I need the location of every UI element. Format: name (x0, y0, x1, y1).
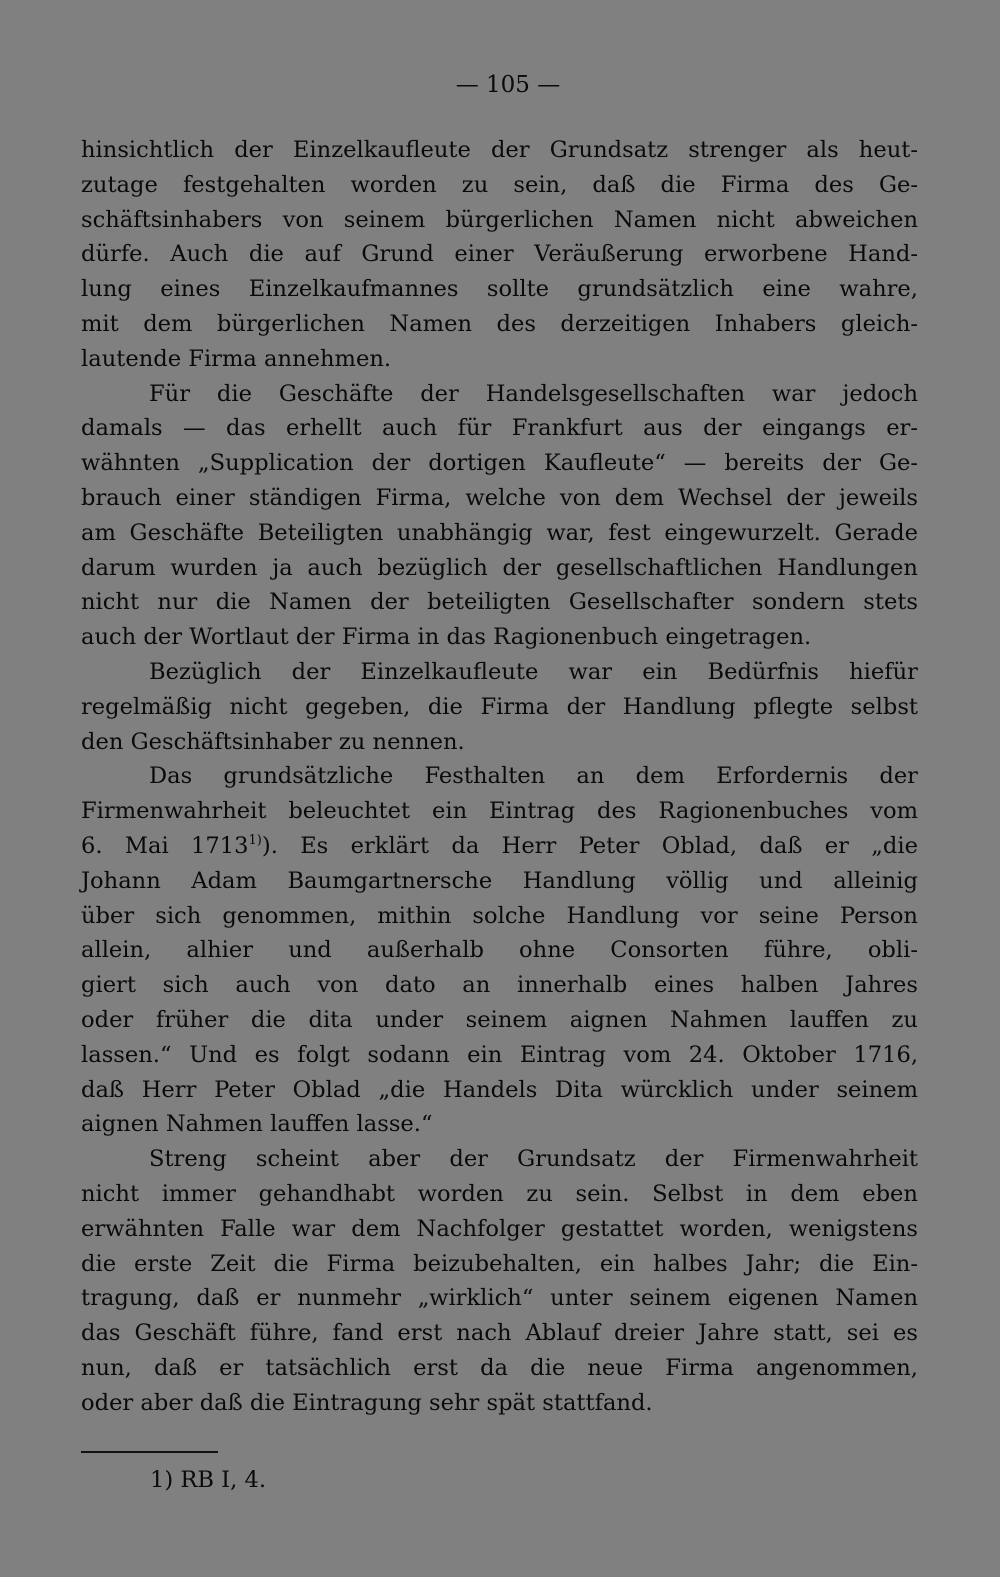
text-line: wähnten „Supplication der dortigen Kaufleute“ — bereits der Ge- (81, 450, 918, 477)
text-line: brauch einer ständigen Firma, welche von dem Wechsel der jeweils (81, 484, 918, 511)
text-line: lung eines Einzelkaufmannes sollte grundsätzlich eine wahre, (81, 276, 918, 303)
text-line: mit dem bürgerlichen Namen des derzeitigen Inhabers gleich- (81, 310, 918, 337)
footnote-text: RB I, 4. (180, 1467, 267, 1493)
text-line: darum wurden ja auch bezüglich der gesellschaftlichen Handlungen (81, 554, 918, 581)
text-line: hinsichtlich der Einzelkaufleute der Grundsatz strenger als heut- (81, 137, 918, 163)
text-line: oder aber daß die Eintragung sehr spät stattfand. (81, 1389, 653, 1416)
footnote-marker: 1) (150, 1467, 174, 1493)
text-line-with-footnote (81, 829, 918, 864)
text-line: aignen Nahmen lauffen lasse.“ (81, 1111, 433, 1138)
text-line: lassen.“ Und es folgt sodann ein Eintrag vom 24. Oktober 1716, (81, 1041, 918, 1068)
page-number: — 105 — (455, 72, 561, 98)
text-line: Johann Adam Baumgartnersche Handlung völlig und alleinig (81, 867, 918, 894)
text-line: Für die Geschäfte der Handelsgesellschaften war jedoch (149, 380, 918, 407)
text-line: tragung, daß er nunmehr „wirklich“ unter seinem eigenen Namen (81, 1285, 918, 1312)
text-line: den Geschäftsinhaber zu nennen. (81, 728, 465, 755)
text-line: erwähnten Falle war dem Nachfolger gestattet worden, wenigstens (81, 1215, 918, 1242)
text-segment: 6. Mai 1713 (81, 832, 249, 859)
text-line: am Geschäfte Beteiligten unabhängig war, fest eingewurzelt. Gerade (81, 519, 918, 546)
text-line: die erste Zeit die Firma beizubehalten, ein halbes Jahr; die Ein- (81, 1250, 918, 1277)
footnote-reference: 1) (248, 832, 262, 848)
text-line: auch der Wortlaut der Firma in das Ragionenbuch eingetragen. (81, 624, 812, 651)
text-line: regelmäßig nicht gegeben, die Firma der Handlung pflegte selbst (81, 693, 918, 720)
text-line: allein, alhier und außerhalb ohne Consorten führe, obli- (81, 937, 918, 964)
text-line: Bezüglich der Einzelkaufleute war ein Bedürfnis hiefür (149, 658, 918, 685)
text-line: dürfe. Auch die auf Grund einer Veräußerung erworbene Hand- (81, 241, 918, 268)
text-line: über sich genommen, mithin solche Handlung vor seine Person (81, 902, 918, 929)
text-line: oder früher die dita under seinem aignen Nahmen lauffen zu (81, 1006, 918, 1033)
text-line: giert sich auch von dato an innerhalb eines halben Jahres (81, 972, 918, 999)
text-line: nun, daß er tatsächlich erst da die neue Firma angenommen, (81, 1354, 918, 1381)
text-line: Das grundsätzliche Festhalten an dem Erfordernis der (149, 763, 918, 790)
text-line: zutage festgehalten worden zu sein, daß die Firma des Ge- (81, 171, 918, 198)
text-line: Streng scheint aber der Grundsatz der Firmenwahrheit (149, 1146, 918, 1173)
text-line: nicht nur die Namen der beteiligten Gesellschafter sondern stets (81, 589, 918, 616)
text-line: schäftsinhabers von seinem bürgerlichen Namen nicht abweichen (81, 206, 918, 233)
text-line: damals — das erhellt auch für Frankfurt aus der eingangs er- (81, 415, 918, 442)
text-line: das Geschäft führe, fand erst nach Ablauf dreier Jahre statt, sei es (81, 1320, 918, 1347)
body-text (81, 133, 918, 1420)
text-line: daß Herr Peter Oblad „die Handels Dita würcklich under seinem (81, 1076, 918, 1103)
text-line: Firmenwahrheit beleuchtet ein Eintrag des Ragionenbuches vom (81, 798, 918, 825)
text-line: lautende Firma annehmen. (81, 345, 392, 372)
text-line: nicht immer gehandhabt worden zu sein. Selbst in dem eben (81, 1180, 918, 1207)
text-segment: ). Es erklärt da Herr Peter Oblad, daß er „die (261, 832, 918, 859)
footnote (150, 1465, 266, 1495)
footnote-divider (81, 1451, 218, 1453)
